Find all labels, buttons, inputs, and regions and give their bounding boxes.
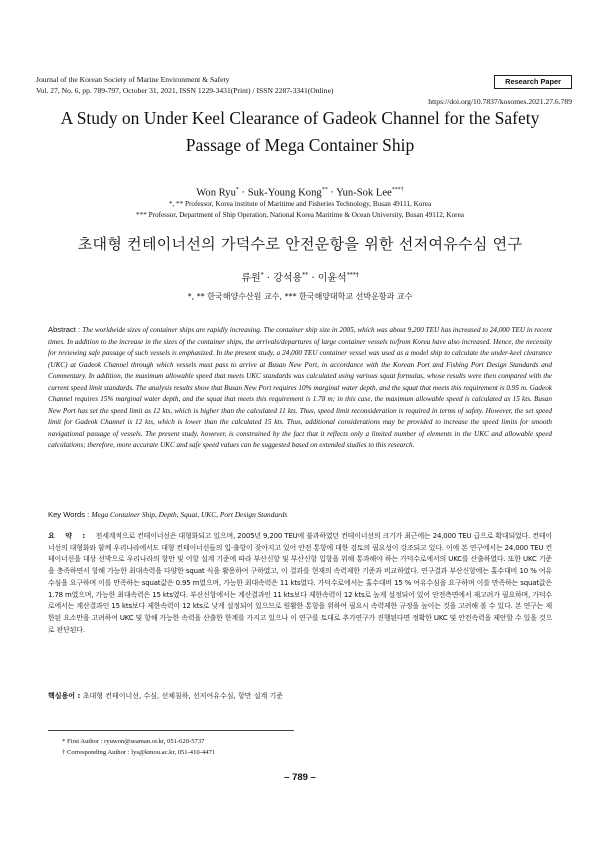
korean-keywords-label: 핵심용어 : xyxy=(48,692,83,700)
author-list xyxy=(20,187,580,199)
korean-author-separator: · xyxy=(263,273,274,284)
keywords xyxy=(48,510,552,519)
author-2-mark: ** xyxy=(321,187,328,193)
korean-author-separator: · xyxy=(308,273,318,284)
author-3-mark: ***† xyxy=(391,187,404,193)
paper-title-line-2: Passage of Mega Container Ship xyxy=(185,135,415,155)
page-number: – 789 – xyxy=(284,772,316,783)
korean-summary-text: 전세계적으로 컨테이너선은 대형화되고 있으며, 2005년 9,200 TEU에 불과하였던 컨테이너선의 크기가 최근에는 24,000 TEU 급으로 확대되었다. 컨테이너선의 대형화와 함께 우리나라에서도 대형 컨테이너선들의 입·출항이 잦아지고 있어 안전 통항에 대한 검토의 필요성이 강조되고 있다. 이에 본 연구에서는 24,000 TEU 컨테이너선을 대상 선박으로 우리나라의 항만 및 어항 설계 기준에 따라 부산신항 및 부산신항 입항을 위해 통과해야 하는 가덕수로에서의 UKC를 산출하였다. 또한 UKC 기준을 충족하면서 항해 가능한 최대속력을 다양한 squat 식을 활용하여 구하였고, 이 결과를 현재의 속력제한 기준과 비교하였다. 연구결과 부산신항에는 홀수대비 10 % 여유수심을 요구하며 이를 만족하는 squat값은 0.95 m였으며, 가능한 최대속력은 11 kts였다. 가덕수로에서는 홀수대비 15 % 여유수심을 요구하며 이를 만족하는 squat값은 1.78 m였으며, 가능한 최대속력은 15 kts였다. 부산신항에서는 계산결과인 11 kts보다 제한속력이 12 kts로 높게 설정되어 있어 안전측면에서 재고려가 필요하며, 가덕수로에서는 계산결과인 15 kts보다 제한속력이 12 kts로 낮게 설정되어 있으므로 원활한 통항을 위하여 필요시 속력제한 규정을 높이는 것을 고려해 볼 수 있다. 본 연구는 제한된 요소만을 고려하여 UKC 및 항해 가능한 속력을 산출한 한계를 가지고 있으나 이 연구를 토대로 추가연구가 진행된다면 정확한 UKC 및 안전속력을 제안할 수 있을 것으로 판단된다. xyxy=(48,532,552,634)
volume-issue-line: Vol. 27, No. 6, pp. 789-797, October 31, 2021, ISSN 1229-3431(Print) / ISSN 2287-3341(Online) xyxy=(36,86,334,95)
abstract-label: Abstract : xyxy=(48,325,83,334)
korean-author-1: 류원 xyxy=(241,273,261,284)
author-2: Suk-Young Kong xyxy=(247,187,322,199)
affiliation-line-1: *, ** Professor, Korea institute of Maritime and Fisheries Technology, Busan 49111, Korea xyxy=(168,200,432,208)
author-separator: · xyxy=(238,187,248,199)
korean-author-3-mark: ***† xyxy=(346,271,359,279)
author-separator: · xyxy=(327,187,337,199)
footnote-corresponding-author: † Corresponding Author : lys@kmou.ac.kr, 051-410-4471 xyxy=(62,749,216,756)
footnote-first-author: * First Author : ryuwon@seaman.or.kr, 051-620-5737 xyxy=(62,738,205,745)
article-type-badge: Research Paper xyxy=(494,75,572,89)
korean-author-2-mark: ** xyxy=(302,271,309,279)
keywords-value: Mega Container Ship, Depth, Squat, UKC, Port Design Standards xyxy=(91,510,288,519)
korean-author-2: 강석용 xyxy=(273,273,303,284)
korean-summary-label: 요 약 : xyxy=(48,532,96,540)
footnote-divider xyxy=(48,730,294,731)
korean-keywords xyxy=(48,691,552,701)
korean-affiliation: *, ** 한국해양수산원 교수, *** 한국해양대학교 선박운항과 교수 xyxy=(187,292,413,301)
korean-author-list xyxy=(20,269,580,284)
keywords-label: Key Words : xyxy=(48,510,92,519)
korean-summary xyxy=(48,531,552,636)
korean-keywords-value: 초대형 컨테이너선, 수심, 선체침하, 선저여유수심, 항만 설계 기준 xyxy=(82,692,284,700)
doi-link[interactable]: https://doi.org/10.7837/kosomes.2021.27.6.789 xyxy=(428,97,572,106)
paper-title-line-1: A Study on Under Keel Clearance of Gadeok Channel for the Safety xyxy=(60,108,540,128)
author-3: Yun-Sok Lee xyxy=(336,187,392,199)
author-1-mark: * xyxy=(235,187,239,193)
korean-author-3: 이윤석 xyxy=(317,273,347,284)
abstract-text: The worldwide sizes of container ships are rapidly increasing. The container ship size in 2005, which was about 9,200 TEU has increased to 24,000 TEU in recent times. In addition to the increase in the sizes of the container ships, the arrivals/departures of large container vessels to/from Korea have also increased. Hence, the necessity for reviewing safe passage of such vessels is emphasized. In the present study, a 24,000 TEU container vessel was used as a model ship to calculate the under-keel clearance (UKC) at Gadeok Channel through which vessels must pass to arrive at Busan New Port, in accordance with the Korean Port and Fishing Port Design Standards and Commentary. In addition, the maximum allowable speed that meets UKC standards was calculated using various squat formulas, whose results were then compared with the current speed limit standards. The analysis results show that Busan New Port requires 10% marginal water depth, and the squat that meets this requirement is 0.95 m. Gadeok Channel requires 15% marginal water depth, and the squat that meets this requirement is 1.78 m; in this case, the maximum allowable speed is calculated as 15 kts. Busan New Port has set the speed limit as 12 kts, which is higher than the calculated 11 kts. Thus, speed limit reconsideration is required in terms of safety. However, the set speed limit for Gadeok Channel is 12 kts, which is lower than the calculated 15 kts. Thus, additional considerations may be provided to increase the speed limits for smooth navigational passage of vessels. The present study, however, is constrained by the fact that it reflects only a limited number of elements in the UKC and allowable speed calculations; therefore, more accurate UKC and safe speed values can be suggested based on extended studies to this research. xyxy=(48,326,552,450)
journal-name: Journal of the Korean Society of Marine Environment & Safety xyxy=(36,75,230,84)
author-1: Won Ryu xyxy=(196,187,236,199)
korean-title: 초대형 컨테이너선의 가덕수로 안전운항을 위한 선저여유수심 연구 xyxy=(77,235,523,253)
abstract xyxy=(48,324,552,452)
affiliation-line-2: *** Professor, Department of Ship Operation, National Korea Maritime & Ocean University, Busan 49112, Korea xyxy=(136,211,464,219)
korean-author-1-mark: * xyxy=(260,271,264,279)
